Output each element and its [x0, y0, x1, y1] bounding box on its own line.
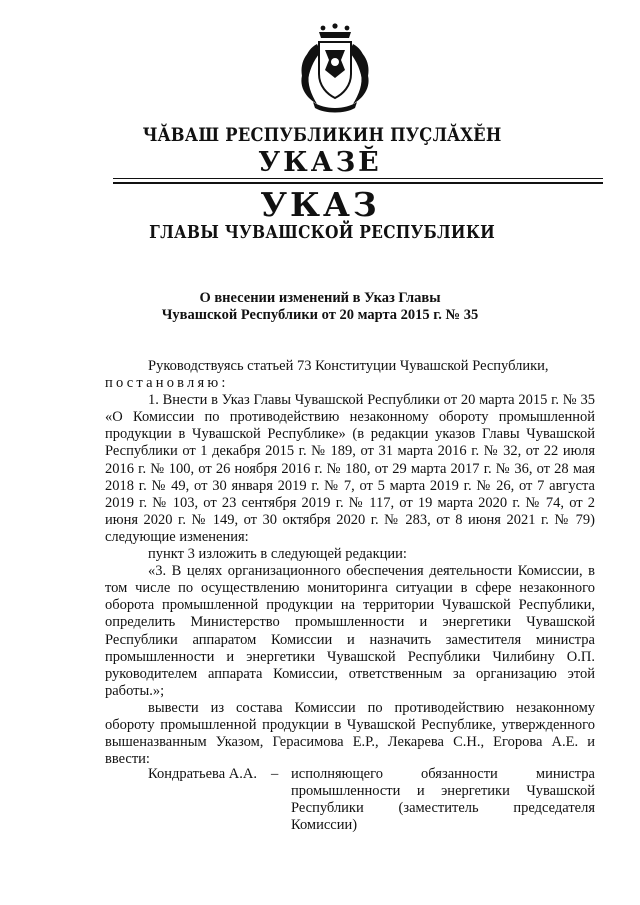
russian-title-line: ГЛАВЫ ЧУВАШСКОЙ РЕСПУБЛИКИ — [149, 222, 496, 243]
member-name: Кондратьева А.А. — [148, 766, 257, 782]
clause-3-intro: пункт 3 изложить в следующей редакции: — [148, 546, 407, 563]
header-divider-thin — [113, 178, 603, 179]
decree-subject — [0, 290, 640, 324]
subject-line-1: О внесении изменений в Указ Главы — [199, 290, 441, 306]
item-1-paragraph: 1. Внести в Указ Главы Чувашской Республики от 20 марта 2015 г. № 35 «О Комиссии по противодействию незаконному обороту промышленной продукции в Чувашской Республике» (в редакции указов Главы Чувашской Республики от 1 декабря 2015 г. № 189, от 31 марта 2016 г. № 32, от 22 июля 2016 г. № 100, от 26 ноября 2016 г. № 180, от 29 марта 2017 г. № 36, от 28 мая 2018 г. № 49, от 30 января 2019 г. № 7, от 5 марта 2019 г. № 26, от 7 августа 2019 г. № 103, от 23 сентября 2019 г. № 117, от 19 марта 2020 г. № 74, от 2 июня 2020 г. № 149, от 30 октября 2020 г. № 283, от 8 июня 2021 г. № 79) следующие изменения: — [105, 392, 595, 545]
member-dash: – — [271, 766, 279, 782]
decree-body — [105, 358, 595, 768]
russian-ukaz-title: УКАЗ — [260, 185, 380, 224]
chuvash-coat-of-arms-icon — [295, 22, 375, 114]
member-role: исполняющего обязанности министра промышленности и энергетики Чувашской Республики (заместитель председателя Комиссии) — [291, 766, 595, 834]
remove-members-paragraph: вывести из состава Комиссии по противодействию незаконному обороту промышленной продукции в Чувашской Республике, утвержденного вышеназванным Указом, Герасимова Е.Р., Лекарева С.Н., Егорова А.Е. и ввести: — [105, 699, 595, 768]
chuvash-title-line: ЧĂВАШ РЕСПУБЛИКИН ПУÇЛĂХĔН — [142, 124, 502, 146]
preamble-paragraph: Руководствуясь статьей 73 Конституции Чувашской Республики, — [148, 358, 549, 374]
clause-3-text: «3. В целях организационного обеспечения деятельности Комиссии, в том числе по осуществлению мониторинга ситуации в сфере незаконного оборота промышленной продукции на территории Чувашской Республики, определить Министерство промышленности и энергетики Чувашской Республики аппаратом Комиссии и назначить заместителя министра промышленности и энергетики Чувашской Республики Чилибину О.П. руководителем аппарата Комиссии, ответственным за организацию этой работы.»; — [105, 563, 595, 699]
resolution-word: постановляю: — [105, 375, 229, 392]
chuvash-ukaz-title: УКАЗĔ — [258, 147, 382, 178]
subject-line-2: Чувашской Республики от 20 марта 2015 г. № 35 — [161, 307, 479, 323]
header-divider-thick — [113, 182, 603, 184]
